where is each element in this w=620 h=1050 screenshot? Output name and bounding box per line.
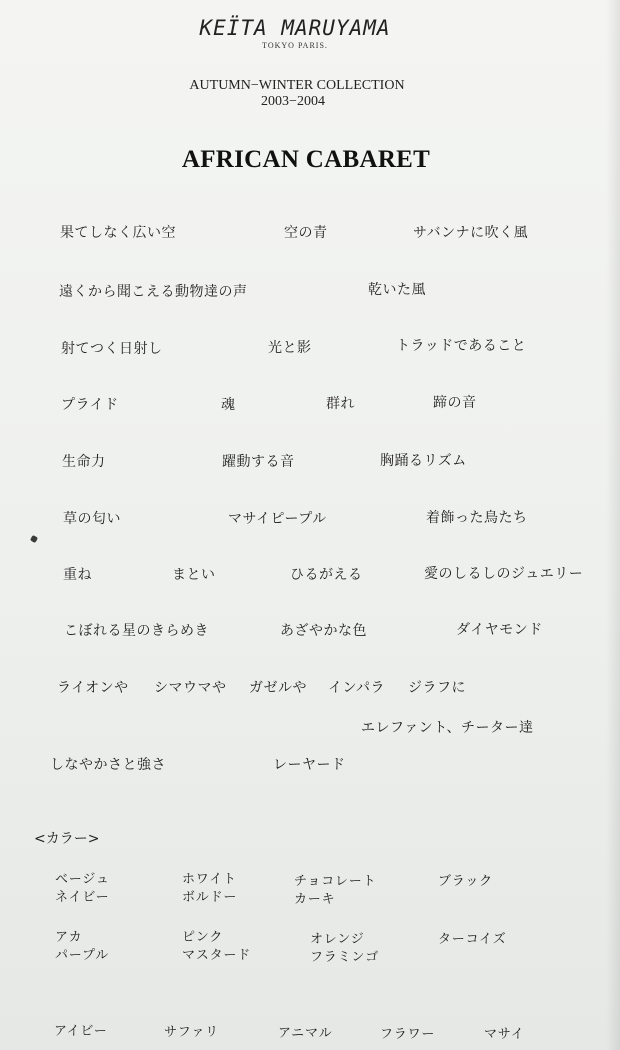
keyword: サバンナに吹く風 [413, 225, 529, 241]
keyword: あざやかな色 [280, 623, 367, 639]
color-name: ボルドー [182, 890, 238, 905]
color-name: ターコイズ [438, 932, 507, 947]
keyword: インパラ [328, 680, 386, 696]
keyword: 魂 [221, 397, 236, 413]
color-name: ネイビー [55, 890, 110, 905]
keyword: ダイヤモンド [456, 622, 543, 638]
color-name: カーキ [294, 892, 336, 907]
color-name: アニマル [278, 1026, 333, 1041]
color-name: ピンク [182, 930, 224, 945]
collection-season: AUTUMN−WINTER COLLECTION [189, 78, 405, 93]
color-name: マサイ [484, 1027, 525, 1042]
keyword: 群れ [326, 396, 355, 412]
keyword: 光と影 [268, 340, 312, 356]
color-name: サファリ [164, 1025, 219, 1040]
keyword: 愛のしるしのジュエリー [424, 566, 584, 582]
color-name: ブラック [438, 874, 493, 889]
color-name: アイビー [54, 1024, 108, 1039]
keyword: エレファント、チーター達 [361, 720, 534, 736]
keyword: しなやかさと強さ [50, 757, 166, 773]
keyword: シマウマや [154, 680, 227, 696]
keyword: ライオンや [57, 680, 129, 696]
keyword: レーヤード [273, 757, 346, 773]
keyword: 着飾った鳥たち [426, 510, 528, 526]
collection-years: 2003−2004 [261, 94, 325, 109]
keyword: 射てつく日射し [61, 341, 163, 357]
keyword: 躍動する音 [222, 454, 295, 470]
color-name: アカ [55, 930, 83, 945]
color-name: パープル [55, 948, 110, 963]
keyword: まとい [172, 567, 216, 583]
color-name: ベージュ [55, 872, 110, 887]
keyword: こぼれる星のきらめき [64, 623, 209, 639]
keyword: プライド [61, 397, 119, 413]
brand-logo: KEÏTA MARUYAMA [199, 16, 391, 40]
color-name: オレンジ [310, 932, 365, 947]
color-name: フラミンゴ [310, 950, 380, 965]
color-name: フラワー [380, 1027, 436, 1042]
color-name: ホワイト [182, 872, 237, 887]
keyword: 果てしなく広い空 [60, 225, 176, 241]
keyword: 空の青 [284, 225, 328, 241]
keyword: ジラフに [408, 680, 466, 696]
keyword: 胸踊るリズム [380, 453, 467, 469]
keyword: 蹄の音 [433, 395, 477, 411]
keyword: ひるがえる [290, 567, 363, 583]
keyword: 生命力 [62, 454, 106, 470]
color-name: チョコレート [294, 874, 377, 889]
brand-cities: TOKYO PARIS. [262, 41, 328, 50]
color-name: マスタード [182, 948, 252, 963]
keyword: ガゼルや [249, 680, 307, 696]
keyword: 重ね [63, 567, 92, 583]
keyword: 乾いた風 [368, 282, 426, 298]
keyword: トラッドであること [396, 338, 527, 354]
keyword: マサイピープル [228, 511, 327, 527]
collection-title: AFRICAN CABARET [181, 146, 431, 173]
ink-mark [30, 535, 38, 543]
color-heading: <カラー> [34, 831, 100, 847]
keyword: 草の匂い [63, 511, 121, 527]
keyword: 遠くから聞こえる動物達の声 [59, 284, 248, 300]
